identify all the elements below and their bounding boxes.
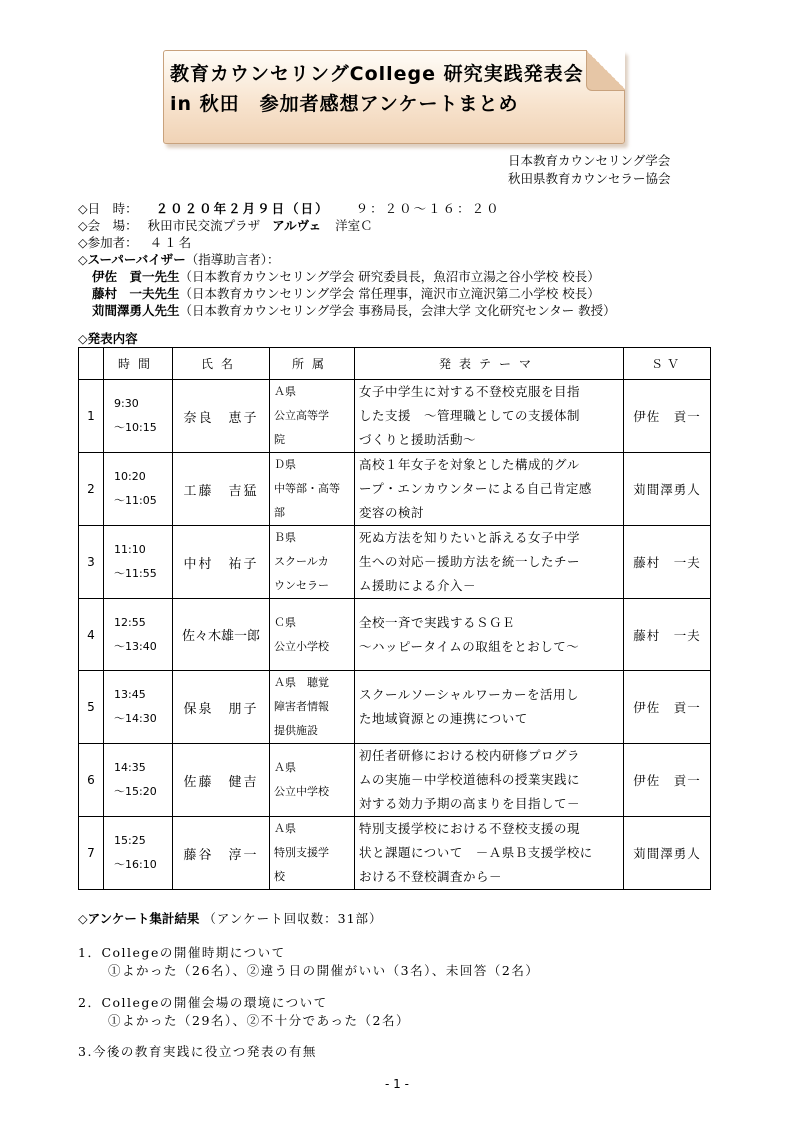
time-start: 11:10: [114, 543, 146, 556]
supervisors-heading: [78, 250, 280, 268]
organizer-2: 秋田県教育カウンセラー協会: [508, 171, 671, 186]
time-cell: [104, 380, 173, 453]
date-value: ２０２０年２月９日（日）: [155, 201, 330, 216]
table-header-row: [79, 348, 711, 380]
time-end: ～14:30: [114, 712, 157, 725]
row-number: 7: [79, 817, 104, 890]
table-row: [79, 380, 711, 453]
theme-cell: [355, 817, 624, 890]
header-sv: ＳＶ: [624, 348, 711, 380]
page-number: - 1 -: [385, 1077, 409, 1091]
theme-cell: [355, 671, 624, 744]
supervisor-item: [92, 301, 616, 319]
affiliation-line: 院: [274, 433, 285, 446]
theme-line: 特別支援学校における不登校支援の現: [359, 821, 581, 836]
supervisors-title: ◇スーパーバイザー: [78, 252, 186, 267]
participants-line: [78, 233, 193, 251]
affiliation-line: ウンセラー: [274, 579, 329, 592]
row-number: 1: [79, 380, 104, 453]
supervisor-name: 藤村 一夫先生: [92, 286, 180, 301]
affiliation-line: Ｃ県: [274, 615, 296, 629]
sv-cell: 伊佐 貢一: [624, 744, 711, 817]
supervisor-item: [92, 284, 600, 302]
theme-cell: [355, 599, 624, 671]
presenter-name: 中村 祐子: [173, 526, 270, 599]
question-3: 3.今後の教育実践に役立つ発表の有無: [78, 1044, 317, 1059]
theme-line: 変容の検討: [359, 505, 425, 520]
row-number: 4: [79, 599, 104, 671]
affiliation-cell: [270, 817, 355, 890]
time-cell: [104, 526, 173, 599]
question-2: 2．Collegeの開催会場の環境について: [78, 995, 328, 1010]
answer-1: ①よかった（26名）、②違う日の開催がいい（3名）、未回答（2名）: [108, 963, 540, 978]
date-line: [78, 199, 501, 217]
supervisor-detail: （日本教育カウンセリング学会 常任理事，滝沢市立滝沢第二小学校 校長）: [179, 286, 600, 301]
title-line-2: in 秋田 参加者感想アンケートまとめ: [170, 93, 519, 115]
sv-cell: 伊佐 貢一: [624, 380, 711, 453]
time-end: ～16:10: [114, 858, 157, 871]
supervisor-detail: （日本教育カウンセリング学会 研究委員長，魚沼市立湯之谷小学校 校長）: [179, 269, 600, 284]
time-start: 12:55: [114, 615, 146, 629]
date-label: ◇日 時：: [78, 201, 138, 216]
theme-line: ープ・エンカウンターによる自己肯定感: [359, 481, 592, 496]
presentations-heading: ◇発表内容: [78, 331, 138, 346]
time-end: ～13:40: [114, 639, 157, 653]
organizers: [508, 152, 671, 188]
affiliation-cell: [270, 671, 355, 744]
presenter-name: 藤谷 淳一: [173, 817, 270, 890]
header-name: 氏名: [173, 348, 270, 380]
affiliation-line: 特別支援学: [274, 846, 329, 859]
affiliation-line: 障害者情報: [274, 700, 329, 713]
time-start: 13:45: [114, 688, 146, 701]
sv-cell: 苅間澤勇人: [624, 453, 711, 526]
theme-line: ム援助による介入－: [359, 578, 477, 593]
sv-cell: 藤村 一夫: [624, 526, 711, 599]
time-start: 10:20: [114, 470, 146, 483]
table-row: [79, 744, 711, 817]
time-end: ～11:55: [114, 567, 157, 580]
presenter-name: 佐々木雄一郎: [173, 599, 270, 671]
theme-line: 状と課題について －Ａ県Ｂ支援学校に: [359, 845, 593, 860]
supervisor-detail: （日本教育カウンセリング学会 事務局長，会津大学 文化研究センター 教授）: [179, 303, 616, 318]
table-row: [79, 599, 711, 671]
answer-2: ①よかった（29名）、②不十分であった（2名）: [108, 1013, 410, 1028]
affiliation-line: 公立高等学: [274, 409, 329, 422]
header-time: 時間: [104, 348, 173, 380]
table-row: [79, 526, 711, 599]
time-cell: [104, 671, 173, 744]
supervisor-item: [92, 267, 600, 285]
presenter-name: 工藤 吉猛: [173, 453, 270, 526]
affiliation-cell: [270, 599, 355, 671]
survey-count: （アンケート回収数：31部）: [203, 911, 383, 926]
affiliation-line: Ａ県 聴覚: [274, 676, 329, 689]
venue-room: 洋室Ｃ: [335, 218, 373, 233]
sv-cell: 伊佐 貢一: [624, 671, 711, 744]
affiliation-cell: [270, 744, 355, 817]
question-1: 1．Collegeの開催時期について: [78, 945, 286, 960]
theme-line: ムの実施－中学校道徳科の授業実践に: [359, 772, 581, 787]
time-start: 15:25: [114, 834, 146, 847]
affiliation-line: 中等部・高等: [274, 482, 340, 495]
affiliation-cell: [270, 453, 355, 526]
affiliation-line: Ｂ県: [274, 531, 296, 544]
theme-line: 全校一斉で実践するＳＧＥ: [359, 614, 516, 630]
affiliation-line: Ａ県: [274, 761, 296, 774]
survey-title: ◇アンケート集計結果: [78, 911, 200, 926]
affiliation-line: スクールカ: [274, 555, 329, 568]
time-cell: [104, 744, 173, 817]
page-curl-decoration: [586, 50, 625, 91]
row-number: 5: [79, 671, 104, 744]
theme-line: スクールソーシャルワーカーを活用し: [359, 687, 580, 702]
theme-cell: [355, 744, 624, 817]
affiliation-cell: [270, 380, 355, 453]
header-no: [79, 348, 104, 380]
theme-line: 高校１年女子を対象とした構成的グル: [359, 457, 580, 472]
affiliation-cell: [270, 526, 355, 599]
affiliation-line: 公立小学校: [274, 639, 329, 653]
title-banner: [163, 50, 625, 144]
time-start: 9:30: [114, 397, 139, 410]
row-number: 3: [79, 526, 104, 599]
venue-name: アルヴェ: [272, 218, 322, 233]
presenter-name: 奈良 恵子: [173, 380, 270, 453]
affiliation-line: Ｄ県: [274, 458, 296, 471]
row-number: 2: [79, 453, 104, 526]
theme-cell: [355, 526, 624, 599]
time-end: ～10:15: [114, 421, 157, 434]
sv-cell: 苅間澤勇人: [624, 817, 711, 890]
theme-line: 女子中学生に対する不登校克服を目指: [359, 384, 581, 399]
header-affiliation: 所属: [270, 348, 355, 380]
sv-cell: 藤村 一夫: [624, 599, 711, 671]
theme-line: 初任者研修における校内研修プログラ: [359, 748, 581, 763]
table-row: [79, 453, 711, 526]
time-end: ～15:20: [114, 785, 157, 798]
presenter-name: 保泉 朋子: [173, 671, 270, 744]
venue-label: ◇会 場：: [78, 218, 138, 233]
row-number: 6: [79, 744, 104, 817]
survey-heading: [78, 909, 383, 927]
supervisor-name: 伊佐 貢一先生: [92, 269, 180, 284]
presenter-name: 佐藤 健吉: [173, 744, 270, 817]
participants-label: ◇参加者：: [78, 235, 138, 250]
presentations-table: [78, 347, 711, 890]
header-theme: 発表テーマ: [355, 348, 624, 380]
time-value: ９：２０～１６：２０: [355, 201, 501, 216]
affiliation-line: 校: [274, 870, 285, 883]
title-line-1: 教育カウンセリングCollege 研究実践発表会: [170, 63, 584, 85]
theme-line: した支援 ～管理職としての支援体制: [359, 408, 581, 423]
affiliation-line: Ａ県: [274, 385, 296, 398]
time-cell: [104, 453, 173, 526]
theme-cell: [355, 453, 624, 526]
time-start: 14:35: [114, 761, 146, 774]
participants-value: ４１名: [149, 235, 194, 250]
venue-value: 秋田市民交流プラザ: [147, 218, 261, 233]
affiliation-line: 部: [274, 506, 285, 519]
theme-line: おける不登校調査から－: [359, 869, 503, 884]
theme-line: 生への対応－援助方法を統一したチー: [359, 554, 581, 569]
affiliation-line: Ａ県: [274, 822, 296, 835]
organizer-1: 日本教育カウンセリング学会: [508, 153, 671, 168]
affiliation-line: 公立中学校: [274, 785, 329, 798]
venue-line: [78, 216, 373, 234]
theme-line: 死ぬ方法を知りたいと訴える女子中学: [359, 530, 581, 545]
time-cell: [104, 599, 173, 671]
supervisors-note: （指導助言者）：: [185, 252, 280, 267]
theme-line: 対する効力予期の高まりを目指して－: [359, 796, 581, 811]
theme-cell: [355, 380, 624, 453]
theme-line: た地域資源との連携について: [359, 711, 528, 726]
time-cell: [104, 817, 173, 890]
table-row: [79, 817, 711, 890]
theme-line: づくりと援助活動～: [359, 432, 477, 447]
table-row: [79, 671, 711, 744]
time-end: ～11:05: [114, 494, 157, 507]
theme-line: ～ハッピータイムの取組をとおして～: [359, 638, 580, 654]
affiliation-line: 提供施設: [274, 724, 318, 737]
supervisor-name: 苅間澤勇人先生: [92, 303, 180, 318]
